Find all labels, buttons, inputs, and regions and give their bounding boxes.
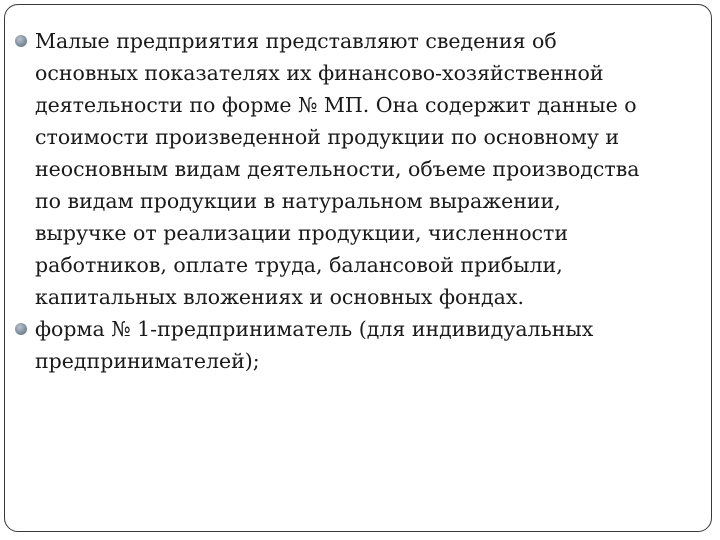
slide-content	[11, 25, 701, 377]
bullet-item	[11, 25, 701, 313]
bullet-icon	[15, 35, 27, 47]
bullet-icon	[15, 323, 27, 335]
bullet-item	[11, 313, 701, 377]
bullet-text: форма № 1-предприниматель (для индивидуальных предпринимателей);	[35, 317, 594, 373]
bullet-text: Малые предприятия представляют сведения об основных показателях их финансово-хозяйственной деятельности по форме № МП. Она содержит данные о стоимости произведенной продукции по основному и неосновным видам деятельности, объеме производства по видам продукции в натуральном выражении, выручке от реализации продукции, численности работников, оплате труда, балансовой прибыли, капитальных вложениях и основных фондах.	[35, 29, 640, 309]
slide-frame	[4, 4, 712, 532]
